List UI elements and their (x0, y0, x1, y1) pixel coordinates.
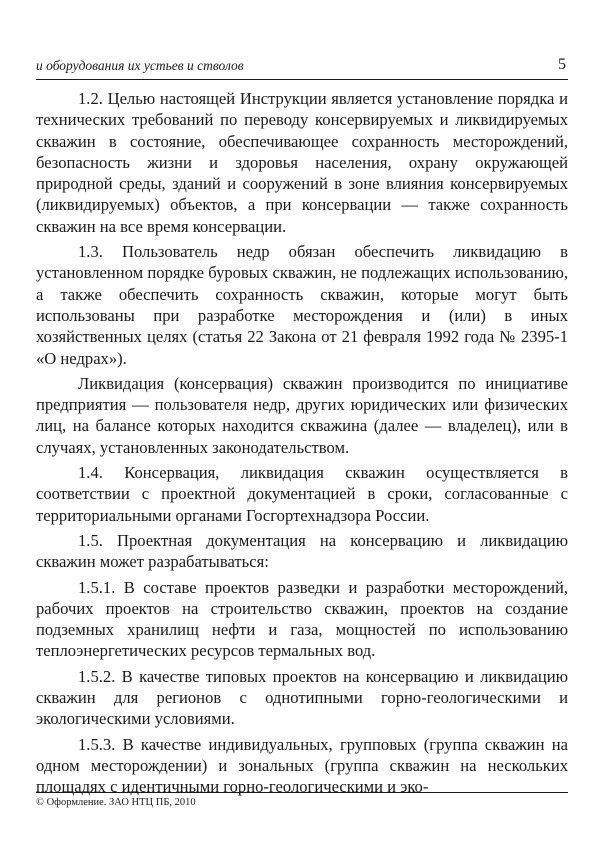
paragraph-1-5: 1.5. Проектная документация на консервацию и ликвидацию скважин может разрабатываться: (36, 530, 568, 572)
footer-divider (36, 792, 568, 793)
paragraph-liquidation: Ликвидация (консервация) скважин производится по инициативе предприятия — пользователя недр, других юридических или физических лиц, на балансе которых находится скважина (далее — владелец), или в случаях, установленных законодательством. (36, 373, 568, 457)
paragraph-1-3: 1.3. Пользователь недр обязан обеспечить ликвидацию в установленном порядке буровых скважин, не подлежащих использованию, а также обеспечить сохранность скважин, которые могут быть использованы при разработке месторождения и (или) в иных хозяйственных целях (статья 22 Закона от 21 февраля 1992 года № 2395-1 «О недрах»). (36, 242, 568, 368)
page-number: 5 (558, 56, 566, 73)
footer-copyright: © Оформление. ЗАО НТЦ ПБ, 2010 (36, 797, 196, 808)
paragraph-1-5-3: 1.5.3. В качестве индивидуальных, групповых (группа скважин на одном месторождении) и зональных (группа скважин на нескольких площадях с идентичными горно-геологическими и эко- (36, 734, 568, 797)
paragraph-1-5-1: 1.5.1. В составе проектов разведки и разработки месторождений, рабочих проектов на строительство скважин, проектов на создание подземных хранилищ нефти и газа, мощностей по использованию теплоэнергетических ресурсов термальных вод. (36, 577, 568, 661)
paragraph-1-5-2: 1.5.2. В качестве типовых проектов на консервацию и ликвидацию скважин для регионов с однотипными горно-геологическими и экологическими условиями. (36, 666, 568, 729)
running-title: и оборудования их устьев и стволов (36, 58, 244, 73)
body-text (36, 88, 568, 798)
header-divider (36, 79, 568, 80)
paragraph-1-2: 1.2. Целью настоящей Инструкции является установление порядка и технических требований по переводу консервируемых и ликвидируемых скважин в состояние, обеспечивающее сохранность месторождений, безопасность жизни и здоровья населения, охрану окружающей природной среды, зданий и сооружений в зоне влияния консервируемых (ликвидируемых) объектов, а при консервации — также сохранность скважин на все время консервации. (36, 89, 568, 236)
running-header (36, 56, 568, 80)
paragraph-1-4: 1.4. Консервация, ликвидация скважин осуществляется в соответствии с проектной документацией в сроки, согласованные с территориальными органами Госгортехнадзора России. (36, 463, 568, 525)
